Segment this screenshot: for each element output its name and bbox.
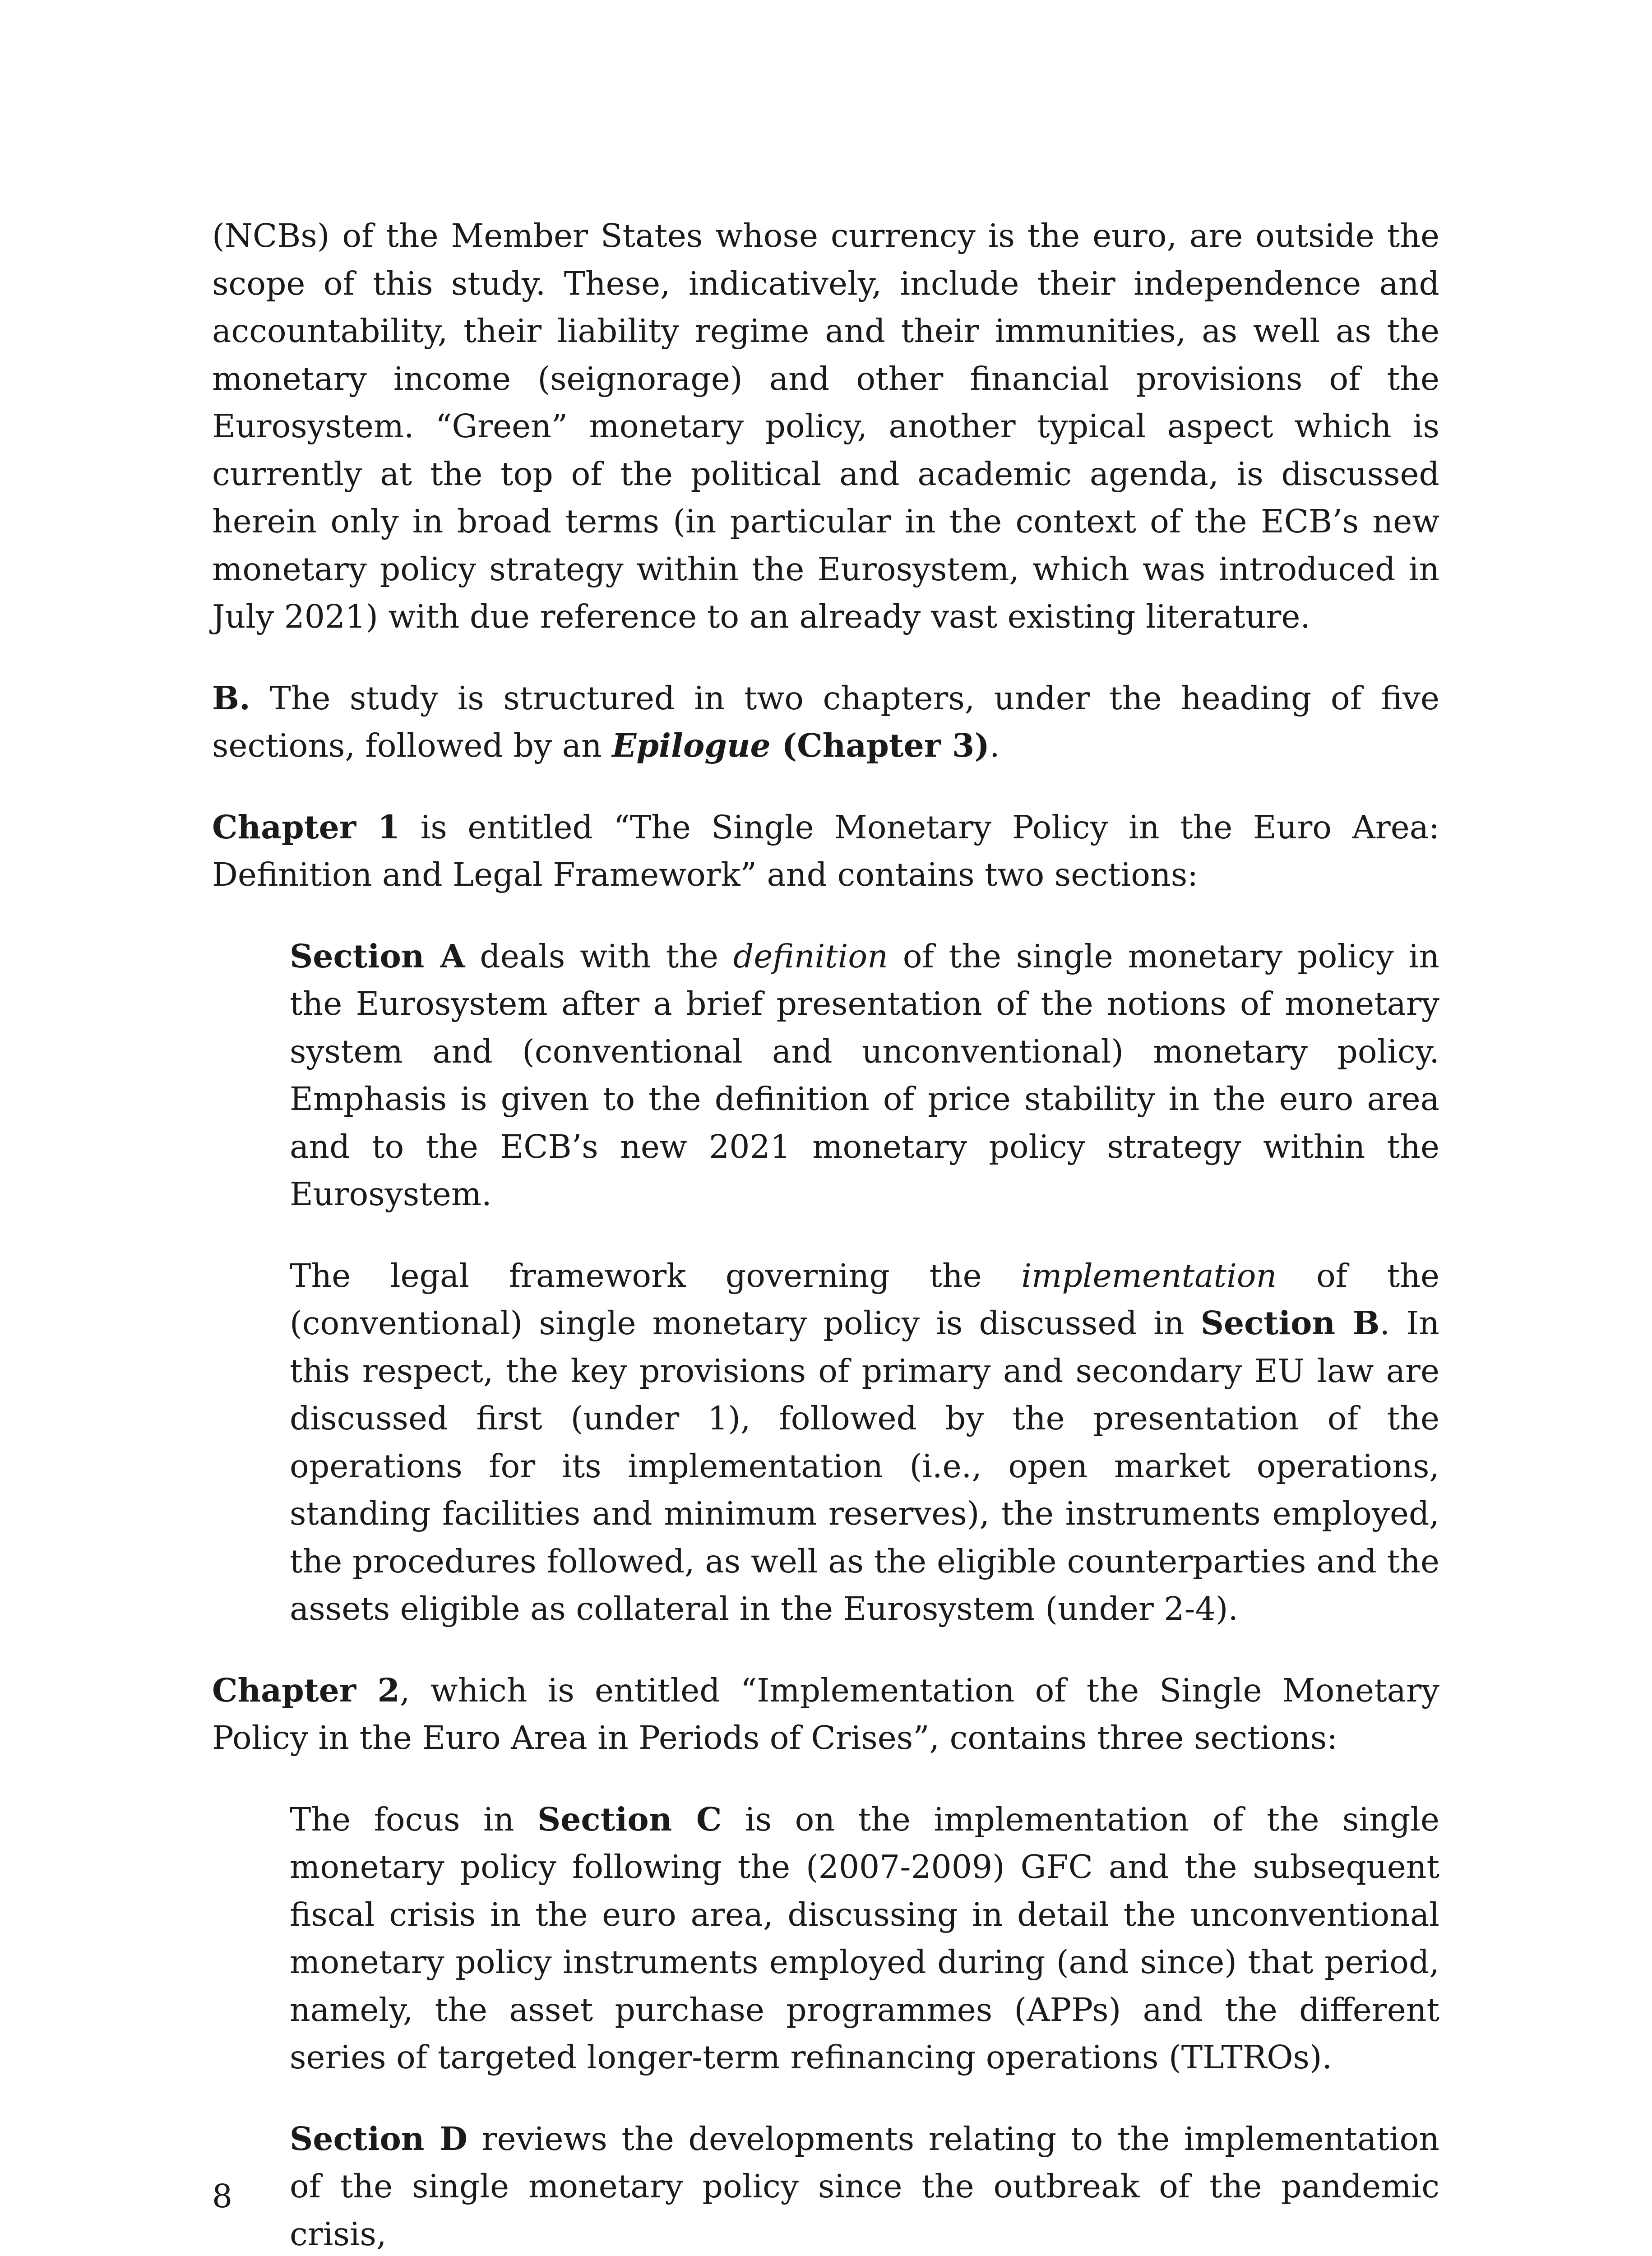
text-run: of the single monetary policy in the Eurosystem after a brief presentation of the notions of monetary system and (conventional and unconventional) monetary policy. Emphasis is given to the definition of price stability in the euro area and to the ECB’s new 2021 monetary policy strategy within the Eurosystem. — [290, 937, 1439, 1213]
text-run: is entitled “The Single Monetary Policy in the Euro Area: Definition and Legal Framework” and contains two sections: — [212, 808, 1440, 893]
text-run: is on the implementation of the single monetary policy following the (2007-2009) GFC and the subsequent fiscal crisis in the euro area, discussing in detail the unconventional monetary policy instruments employed during (and since) that period, namely, the asset purchase programmes (APPs) and the different series of targeted longer-term refinancing operations (TLTROs). — [290, 1800, 1440, 2076]
text-run: of the (conventional) single monetary policy is discussed in — [290, 1257, 1439, 1342]
epilogue-term: Epilogue — [612, 726, 771, 764]
text-run: reviews the developments relating to the implementation of the single monetary policy since the outbreak of the pandemic crisis, — [290, 2120, 1439, 2253]
text-run: , which is entitled “Implementation of the Single Monetary Policy in the Euro Area in Periods of Crises”, contains three sections: — [212, 1671, 1439, 1757]
text-run: (NCBs) of the Member States whose currency is the euro, are outside the scope of this study. These, indicatively, include their independence and accountability, their liability regime and their immunities, as well as the monetary income (seignorage) and other financial provisions of the Eurosystem. “Green” monetary policy, another typical aspect which is currently at the top of the political and academic agenda, is discussed herein only in broad terms (in particular in the context of the ECB’s new monetary policy strategy within the Eurosystem, which was introduced in July 2021) with due reference to an already vast existing literature. — [212, 217, 1439, 635]
text-run: . — [989, 727, 1000, 764]
text-run: The legal framework governing the — [290, 1257, 1022, 1294]
section-a-label: Section A — [290, 937, 465, 975]
chapter-1-label: Chapter 1 — [212, 808, 400, 846]
paragraph-chapter-1 — [212, 804, 1439, 899]
chapter-3-ref: (Chapter 3) — [770, 726, 990, 764]
text-run: The study is structured in two chapters, under the heading of five sections, followed by an — [212, 679, 1439, 764]
page-number: 8 — [212, 2177, 233, 2215]
definition-term: definition — [733, 937, 888, 975]
paragraph-section-c — [290, 1796, 1439, 2081]
chapter-2-label: Chapter 2 — [212, 1671, 400, 1709]
section-d-label: Section D — [290, 2119, 467, 2158]
paragraph-section-b — [290, 1252, 1439, 1633]
section-label-b: B. — [212, 679, 250, 717]
text-run: The focus in — [290, 1800, 537, 1838]
paragraph-chapter-2 — [212, 1667, 1439, 1762]
section-c-label: Section C — [537, 1800, 722, 1838]
text-run: deals with the — [465, 937, 733, 975]
paragraph-structure — [212, 675, 1439, 770]
paragraph-section-d — [290, 2115, 1439, 2256]
implementation-term: implementation — [1021, 1257, 1277, 1294]
text-run: . In this respect, the key provisions of primary and secondary EU law are discussed first (under 1), followed by the presentation of the operations for its implementation (i.e., open market operations, standing facilities and minimum reserves), the instruments employed, the procedures followed, as well as the eligible counterparties and the assets eligible as collateral in the Eurosystem (under 2-4). — [290, 1304, 1439, 1627]
section-b-label: Section B — [1200, 1304, 1380, 1342]
document-body — [212, 212, 1439, 2256]
paragraph-section-a — [290, 933, 1439, 1218]
paragraph-scope — [212, 212, 1439, 641]
